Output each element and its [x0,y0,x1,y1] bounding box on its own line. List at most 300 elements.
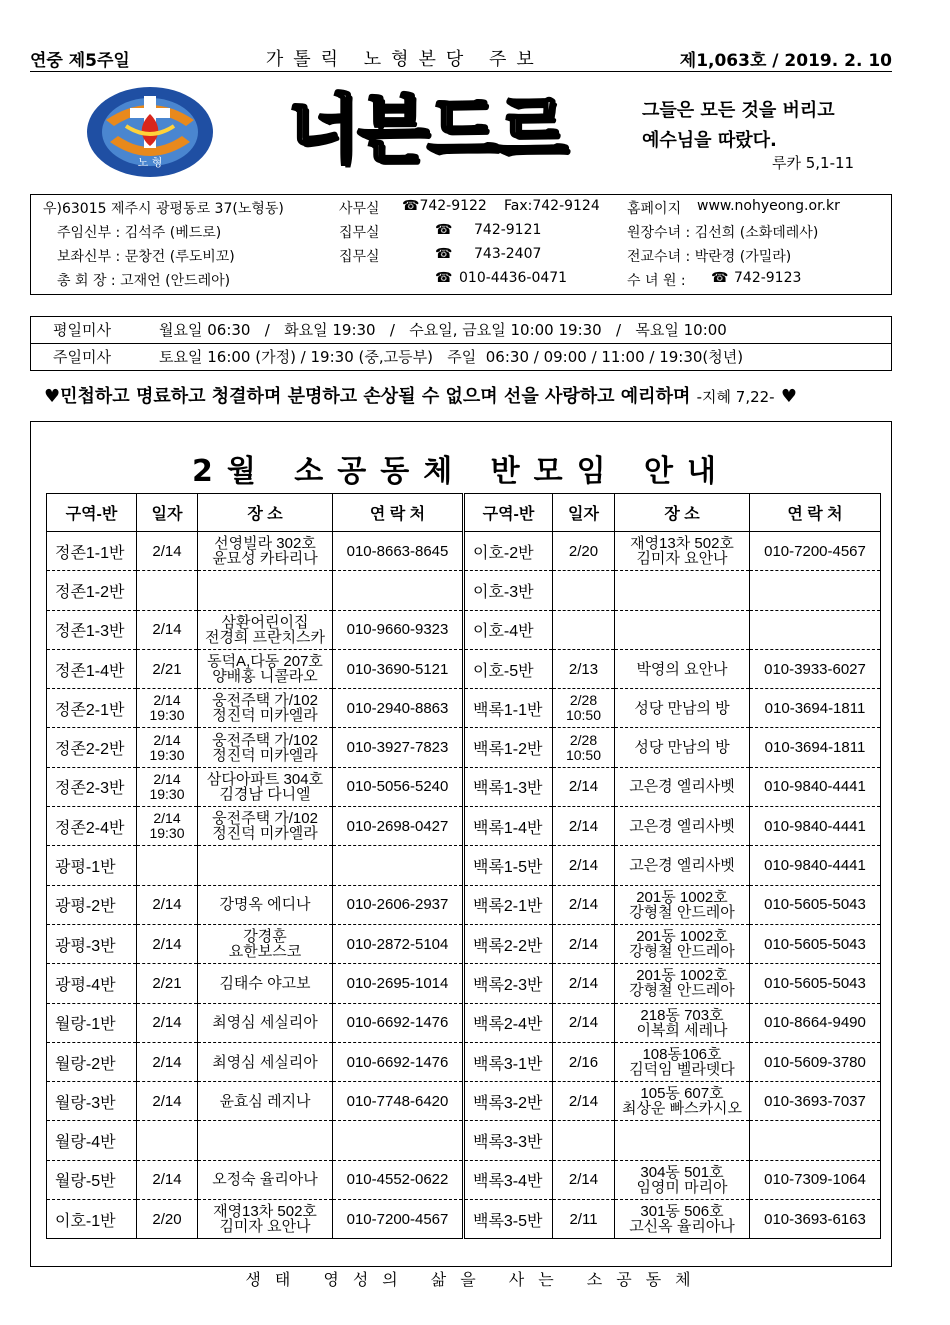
district-cell-text: 정존1-3반 [55,623,125,641]
table-row [465,767,881,806]
contact-cell [333,1042,463,1081]
table-row [465,1160,881,1199]
district-cell [465,649,553,688]
date-cell [553,649,615,688]
place-cell [198,885,333,924]
table-row [465,964,881,1003]
heart-icon: ♥ [780,386,798,407]
mass-schedule-box [30,316,892,371]
date-cell-text: 2/11 [569,1210,598,1228]
table-row [47,1082,463,1121]
district-cell-text: 월랑-2반 [55,1055,116,1073]
date-cell-text: 2/14 [568,974,599,992]
logo-text: 노 형 [137,156,163,169]
district-cell-text: 이호-2반 [473,544,534,562]
place-cell-text: 김덕임 벨라뎃다 [629,1061,735,1078]
table-row [47,1121,463,1160]
district-cell-text: 월랑-5반 [55,1173,116,1191]
place-cell-text: 성당 만남의 방 [634,739,730,757]
place-cell-text: 선영빌라 302호 [214,535,316,553]
table-row [465,924,881,963]
date-cell-text: 2/14 [152,542,182,560]
date-cell [553,964,615,1003]
place-cell-text: 양배홍 니콜라오 [212,668,318,686]
header-quote [642,96,835,156]
place-cell-text: 301동 506호 [640,1203,724,1221]
date-cell [137,964,198,1003]
district-cell [47,924,137,963]
date-cell [137,1160,198,1199]
contact-cell [750,1160,881,1199]
place-cell [615,610,750,649]
contact-cell-text: 010-3933-6027 [764,660,866,678]
contact-cell [750,1121,881,1160]
table-row [47,807,463,846]
place-cell-text: 김경남 다니엘 [219,785,311,803]
district-cell-text: 이호-5반 [473,662,534,680]
place-cell [615,571,750,610]
district-cell [465,846,553,885]
district-cell [465,1003,553,1042]
date-cell [137,807,198,846]
contact-cell [333,964,463,1003]
contact-cell-text: 010-4552-0622 [346,1171,449,1189]
district-cell [47,846,137,885]
place-cell [198,1200,333,1239]
place-cell-text: 105동 607호 [640,1085,724,1103]
place-cell [198,571,333,610]
district-cell [465,1082,553,1121]
date-cell [137,532,198,571]
date-cell-text: 2/14 [568,896,599,914]
place-cell-text: 108동106호 [642,1046,722,1063]
date-cell [553,689,615,728]
phone-icon: ☎ [435,246,453,262]
district-cell [47,532,137,571]
date-cell [553,571,615,610]
place-cell-text: 최상운 빠스카시오 [621,1100,743,1118]
district-cell [47,1200,137,1239]
date-cell [137,1082,198,1121]
district-cell [465,964,553,1003]
district-cell-text: 백록3-1반 [473,1055,543,1073]
place-cell-text: 강형철 안드레아 [629,943,735,961]
place-cell [615,728,750,767]
contact-cell [333,689,463,728]
district-cell [47,964,137,1003]
district-cell-text: 백록1-3반 [473,780,543,798]
place-cell [615,846,750,885]
pastor: 주임신부 : 김석주 (베드로) [57,225,222,241]
date-cell [553,532,615,571]
table-row [47,1160,463,1199]
district-cell [47,1003,137,1042]
table-row [465,1200,881,1239]
date-cell-text: 2/14 [153,770,181,787]
place-cell-text: 박영의 요안나 [636,660,728,678]
place-cell [198,1082,333,1121]
contact-cell-text: 010-5605-5043 [764,935,866,953]
scripture-verse [44,382,884,408]
date-cell [553,1042,615,1081]
date-cell-text: 2/14 [152,1053,182,1071]
col-header-date: 일자 [137,494,198,532]
header-rule [30,71,892,72]
table-row [47,689,463,728]
date-cell-text: 2/21 [152,974,182,992]
place-cell-text: 최영심 세실리아 [212,1053,318,1071]
district-cell [465,571,553,610]
district-cell-text: 백록1-2반 [473,741,543,759]
place-cell [198,807,333,846]
contact-cell [333,610,463,649]
place-cell [615,532,750,571]
date-cell-text: 2/14 [568,778,599,796]
sunday-mass-times: 토요일 16:00 (가정) / 19:30 (중,고등부) 주일 06:30 / 09:00 / 11:00 / 19:30(청년) [159,348,744,366]
date-cell [137,1042,198,1081]
contact-cell-text: 010-9840-4441 [764,817,866,835]
district-cell-text: 이호-4반 [473,623,534,641]
place-cell-text: 218동 703호 [640,1006,724,1024]
district-cell [465,728,553,767]
date-cell [553,1121,615,1160]
date-cell-text: 2/14 [568,1014,599,1032]
contact-cell [333,1003,463,1042]
table-row [465,1121,881,1160]
contact-cell-text: 010-8663-8645 [346,542,449,560]
contact-cell-text: 010-3693-6163 [764,1210,866,1228]
district-cell-text: 이호-3반 [473,583,534,601]
contact-cell-text: 010-5605-5043 [764,974,866,992]
date-cell-text: 19:30 [149,825,185,842]
masthead-title: 너븐드르 [288,87,566,173]
district-cell-text: 정존1-2반 [55,583,125,601]
contact-cell [750,571,881,610]
place-cell-text: 김미자 요안나 [219,1218,311,1236]
table-row [465,532,881,571]
contact-cell-text: 010-2606-2937 [346,896,449,914]
district-cell [47,885,137,924]
place-cell-text: 201동 1002호 [636,928,728,946]
district-cell-text: 백록2-4반 [473,1016,543,1034]
col-header-contact: 연 락 처 [333,494,463,532]
place-cell-text: 전경희 프란치스카 [204,628,326,646]
contact-cell-text: 010-7200-4567 [346,1210,449,1228]
date-cell [553,885,615,924]
place-cell [198,846,333,885]
top-line [30,45,892,71]
district-cell [465,610,553,649]
district-cell-text: 정존2-3반 [55,780,125,798]
date-cell-text: 2/13 [568,660,599,678]
date-cell-text: 2/28 [569,731,598,748]
place-cell-text: 정진덕 미카엘라 [212,707,318,725]
table-row [47,728,463,767]
place-cell [198,532,333,571]
table-row [465,728,881,767]
place-cell [615,924,750,963]
publication-name: 가톨릭 노형본당 주보 [265,49,544,70]
district-cell-text: 정존2-4반 [55,819,125,837]
date-cell-text: 2/20 [568,542,599,560]
contact-cell [333,1160,463,1199]
district-cell-text: 정존2-2반 [55,741,125,759]
place-cell [615,689,750,728]
table-row [465,1042,881,1081]
district-cell [465,885,553,924]
table-header-row [465,494,881,532]
council-president: 총 회 장 : 고재언 (안드레아) [57,273,231,289]
table-row [47,1042,463,1081]
date-cell [137,1200,198,1239]
district-cell [47,571,137,610]
contact-cell [750,924,881,963]
contact-cell-text: 010-9660-9323 [346,621,449,639]
homepage-link[interactable]: www.nohyeong.or.kr [697,198,840,214]
contact-cell-text: 010-3694-1811 [764,699,866,717]
place-cell-text: 고신옥 율리아나 [629,1218,735,1236]
district-cell [465,924,553,963]
contact-cell [750,885,881,924]
date-cell-text: 2/20 [152,1210,182,1228]
place-cell [198,649,333,688]
place-cell-text: 임영미 마리아 [636,1178,728,1196]
date-cell [137,1003,198,1042]
contact-cell-text: 010-3927-7823 [346,739,449,757]
table-row [47,610,463,649]
place-cell-text: 정진덕 미카엘라 [212,825,318,843]
contact-cell [750,728,881,767]
contact-cell-text: 010-2695-1014 [346,974,449,992]
table-row [465,689,881,728]
district-cell-text: 백록3-3반 [473,1134,543,1152]
date-cell-text: 19:30 [149,707,185,724]
place-cell-text: 동덕A,다동 207호 [207,653,323,671]
convent-tel: 742-9123 [734,270,802,286]
place-cell-text: 강형철 안드레아 [629,982,735,1000]
place-cell [615,649,750,688]
date-cell-text: 2/14 [152,1171,182,1189]
contact-cell [333,1200,463,1239]
place-cell [615,964,750,1003]
contact-cell-text: 010-9840-4441 [764,778,866,796]
place-cell-text: 재영13차 502호 [213,1203,317,1221]
table-row [465,1082,881,1121]
district-cell [47,728,137,767]
col-header-place: 장 소 [615,494,750,532]
place-cell [198,1003,333,1042]
place-cell-text: 최영심 세실리아 [212,1014,318,1032]
office-label: 사무실 [339,201,380,217]
district-cell-text: 월랑-3반 [55,1094,116,1112]
district-cell [465,807,553,846]
contact-cell-text: 010-7309-1064 [764,1171,866,1189]
phone-icon: ☎ [435,222,453,238]
place-cell [198,1160,333,1199]
table-row [47,1200,463,1239]
district-cell [465,532,553,571]
council-tel: 010-4436-0471 [459,270,568,286]
district-cell [47,689,137,728]
place-cell-text: 오정숙 율리아나 [212,1171,318,1189]
date-cell [553,846,615,885]
contact-cell [750,689,881,728]
rectory2-label: 집무실 [339,249,380,265]
parish-info-box [30,194,892,295]
district-cell-text: 광평-1반 [55,859,116,877]
table-row [465,807,881,846]
place-cell-text: 삼환어린이집 [221,613,309,631]
place-cell [198,964,333,1003]
contact-cell-text: 010-9840-4441 [764,857,866,875]
contact-cell [333,846,463,885]
contact-cell [333,767,463,806]
contact-cell-text: 010-8664-9490 [764,1014,866,1032]
date-cell-text: 10:50 [565,707,602,724]
place-cell-text: 강경훈 [243,928,287,946]
district-cell-text: 백록1-5반 [473,859,543,877]
date-cell [137,846,198,885]
date-cell-text: 2/14 [152,1014,182,1032]
place-cell [198,924,333,963]
contact-cell [750,964,881,1003]
place-cell-text: 성당 만남의 방 [634,699,730,717]
date-cell [553,1082,615,1121]
district-cell-text: 광평-4반 [55,976,116,994]
district-cell [47,807,137,846]
place-cell-text: 웅전주택 가/102 [212,810,318,828]
col-header-contact: 연 락 처 [750,494,881,532]
col-header-district: 구역-반 [47,494,137,532]
date-cell [137,1121,198,1160]
contact-cell [750,767,881,806]
date-cell-text: 19:30 [149,746,185,763]
place-cell [615,1042,750,1081]
district-cell [47,1082,137,1121]
district-cell [465,1042,553,1081]
date-cell-text: 10:50 [565,746,602,763]
date-cell-text: 2/16 [568,1053,599,1071]
contact-cell-text: 010-3690-5121 [346,660,449,678]
contact-cell-text: 010-7200-4567 [764,542,866,560]
date-cell-text: 2/14 [152,1092,182,1110]
table-row [465,846,881,885]
date-cell-text: 2/14 [568,817,599,835]
district-cell-text: 백록2-1반 [473,898,543,916]
table-row [47,571,463,610]
date-cell [553,767,615,806]
contact-cell-text: 010-6692-1476 [346,1053,449,1071]
date-cell-text: 2/14 [152,896,182,914]
table-row [465,571,881,610]
weekday-mass-label: 평일미사 [53,321,111,339]
date-cell [553,1160,615,1199]
place-cell-text: 304동 501호 [640,1163,724,1181]
place-cell-text: 고은경 엘리사벳 [629,778,735,796]
date-cell-text: 19:30 [149,785,185,802]
schedule-table-right [464,493,881,1239]
rectory2-tel: 743-2407 [474,246,542,262]
place-cell [198,689,333,728]
issue-label: 제1,063호 / 2019. 2. 10 [679,50,892,71]
rectory1-tel: 742-9121 [474,222,542,238]
table-row [47,885,463,924]
contact-cell-text: 010-2940-8863 [346,699,449,717]
homepage-label: 홈페이지 [627,201,682,217]
table-row [47,649,463,688]
contact-cell-text: 010-7748-6420 [346,1092,449,1110]
district-cell-text: 월랑-4반 [55,1134,116,1152]
district-cell-text: 광평-3반 [55,937,116,955]
place-cell-text: 윤효심 레지나 [219,1092,311,1110]
district-cell-text: 정존2-1반 [55,701,125,719]
date-cell-text: 2/28 [569,692,598,709]
verse-ref: -지혜 7,22- [696,388,775,406]
contact-cell [333,1082,463,1121]
district-cell [465,767,553,806]
place-cell [615,885,750,924]
place-cell [198,1042,333,1081]
contact-cell [750,807,881,846]
date-cell-text: 2/14 [568,857,599,875]
phone-icon: ☎ [711,270,729,286]
place-cell-text: 정진덕 미카엘라 [212,746,318,764]
schedule-table-left [46,493,463,1239]
contact-cell-text: 010-3694-1811 [764,739,866,757]
date-cell-text: 2/14 [152,621,182,639]
date-cell [137,689,198,728]
date-cell [553,807,615,846]
date-cell [553,1200,615,1239]
place-cell [615,1200,750,1239]
assistant: 보좌신부 : 문창건 (루도비꼬) [57,249,235,265]
district-cell [465,1200,553,1239]
contact-cell [750,1042,881,1081]
contact-cell-text: 010-2698-0427 [346,817,449,835]
contact-cell [750,1200,881,1239]
district-cell [47,767,137,806]
contact-cell [333,807,463,846]
table-row [47,924,463,963]
date-cell [137,571,198,610]
place-cell-text: 김태수 야고보 [219,974,311,992]
quote-line-2: 예수님을 따랐다. [642,130,777,151]
mission-sister: 전교수녀 : 박란경 (가밀라) [627,249,792,265]
contact-cell-text: 010-2872-5104 [346,935,449,953]
date-cell-text: 2/14 [152,935,182,953]
date-cell [553,610,615,649]
week-label: 연중 제5주일 [30,50,130,71]
place-cell-text: 고은경 엘리사벳 [629,857,735,875]
date-cell-text: 2/14 [568,1092,599,1110]
contact-cell [750,610,881,649]
district-cell-text: 정존1-1반 [55,544,125,562]
place-cell-text: 웅전주택 가/102 [212,692,318,710]
place-cell [198,1121,333,1160]
heart-icon: ♥ [44,386,61,407]
rectory1-label: 집무실 [339,225,380,241]
district-cell-text: 이호-1반 [55,1212,116,1230]
contact-cell [750,532,881,571]
district-cell [465,689,553,728]
contact-cell [333,924,463,963]
place-cell-text: 김미자 요안나 [636,550,728,568]
contact-cell [750,1003,881,1042]
date-cell-text: 2/14 [153,810,181,827]
table-header-row [47,494,463,532]
place-cell-text: 고은경 엘리사벳 [629,817,735,835]
contact-cell-text: 010-5609-3780 [764,1053,866,1071]
